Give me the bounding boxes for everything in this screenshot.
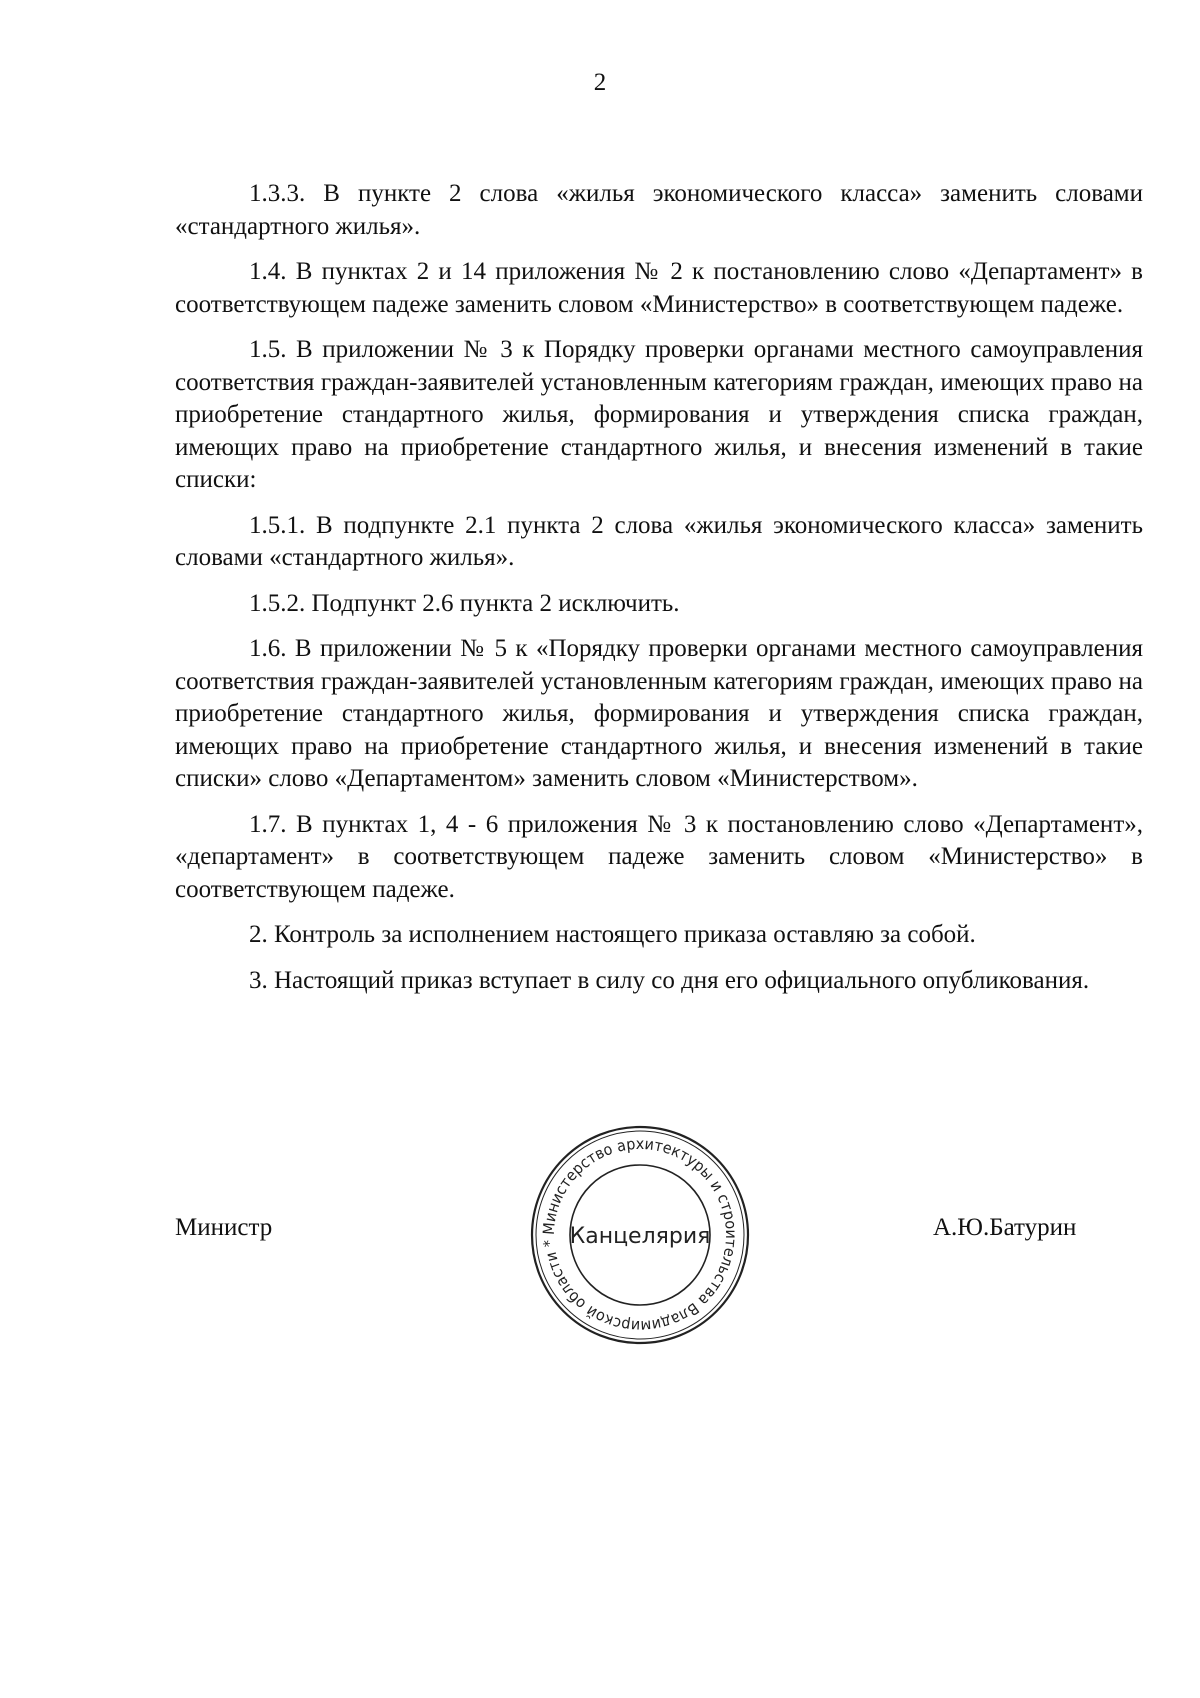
document-body [175, 178, 1143, 1010]
signatory-position: Министр [175, 1214, 273, 1241]
paragraph-1-6: 1.6. В приложении № 5 к «Порядку проверки органами местного самоуправления соответствия граждан-заявителей установленным категориям граждан, имеющих право на приобретение стандартного жилья, формирования и утверждения списка граждан, имеющих право на приобретение стандартного жилья, и внесения изменений в такие списки» слово «Департаментом» заменить словом «Министерством». [175, 635, 1143, 792]
page-number: 2 [593, 69, 607, 96]
paragraph-2: 2. Контроль за исполнением настоящего приказа оставляю за собой. [249, 921, 976, 948]
paragraph-1-5-2: 1.5.2. Подпункт 2.6 пункта 2 исключить. [249, 589, 680, 617]
paragraph-1-4: 1.4. В пунктах 2 и 14 приложения № 2 к постановлению слово «Департамент» в соответствующем падеже заменить словом «Министерство» в соответствующем падеже. [175, 258, 1143, 318]
paragraph-1-7: 1.7. В пунктах 1, 4 - 6 приложения № 3 к постановлению слово «Департамент», «департамент» в соответствующем падеже заменить словом «Министерство» в соответствующем падеже. [175, 810, 1143, 903]
paragraph-3: 3. Настоящий приказ вступает в силу со дня его официального опубликования. [249, 966, 1090, 994]
signatory-name: А.Ю.Батурин [933, 1214, 1077, 1241]
paragraph-1-3-3: 1.3.3. В пункте 2 слова «жилья экономического класса» заменить словами «стандартного жилья». [175, 180, 1143, 240]
paragraph-1-5: 1.5. В приложении № 3 к Порядку проверки органами местного самоуправления соответствия граждан-заявителей установленным категориям граждан, имеющих право на приобретение стандартного жилья, формирования и утверждения списка граждан, имеющих право на приобретение стандартного жилья, и внесения изменений в такие списки: [175, 336, 1143, 493]
stamp-ring-text: Министерство архитектуры и строительства Владимирской области * [539, 1134, 741, 1336]
stamp-seal-icon [520, 1115, 760, 1355]
stamp-center-text: Канцелярия [569, 1224, 711, 1249]
paragraph-1-5-1: 1.5.1. В подпункте 2.1 пункта 2 слова «жилья экономического класса» заменить словами «стандартного жилья». [175, 511, 1143, 571]
official-stamp [520, 1115, 760, 1355]
